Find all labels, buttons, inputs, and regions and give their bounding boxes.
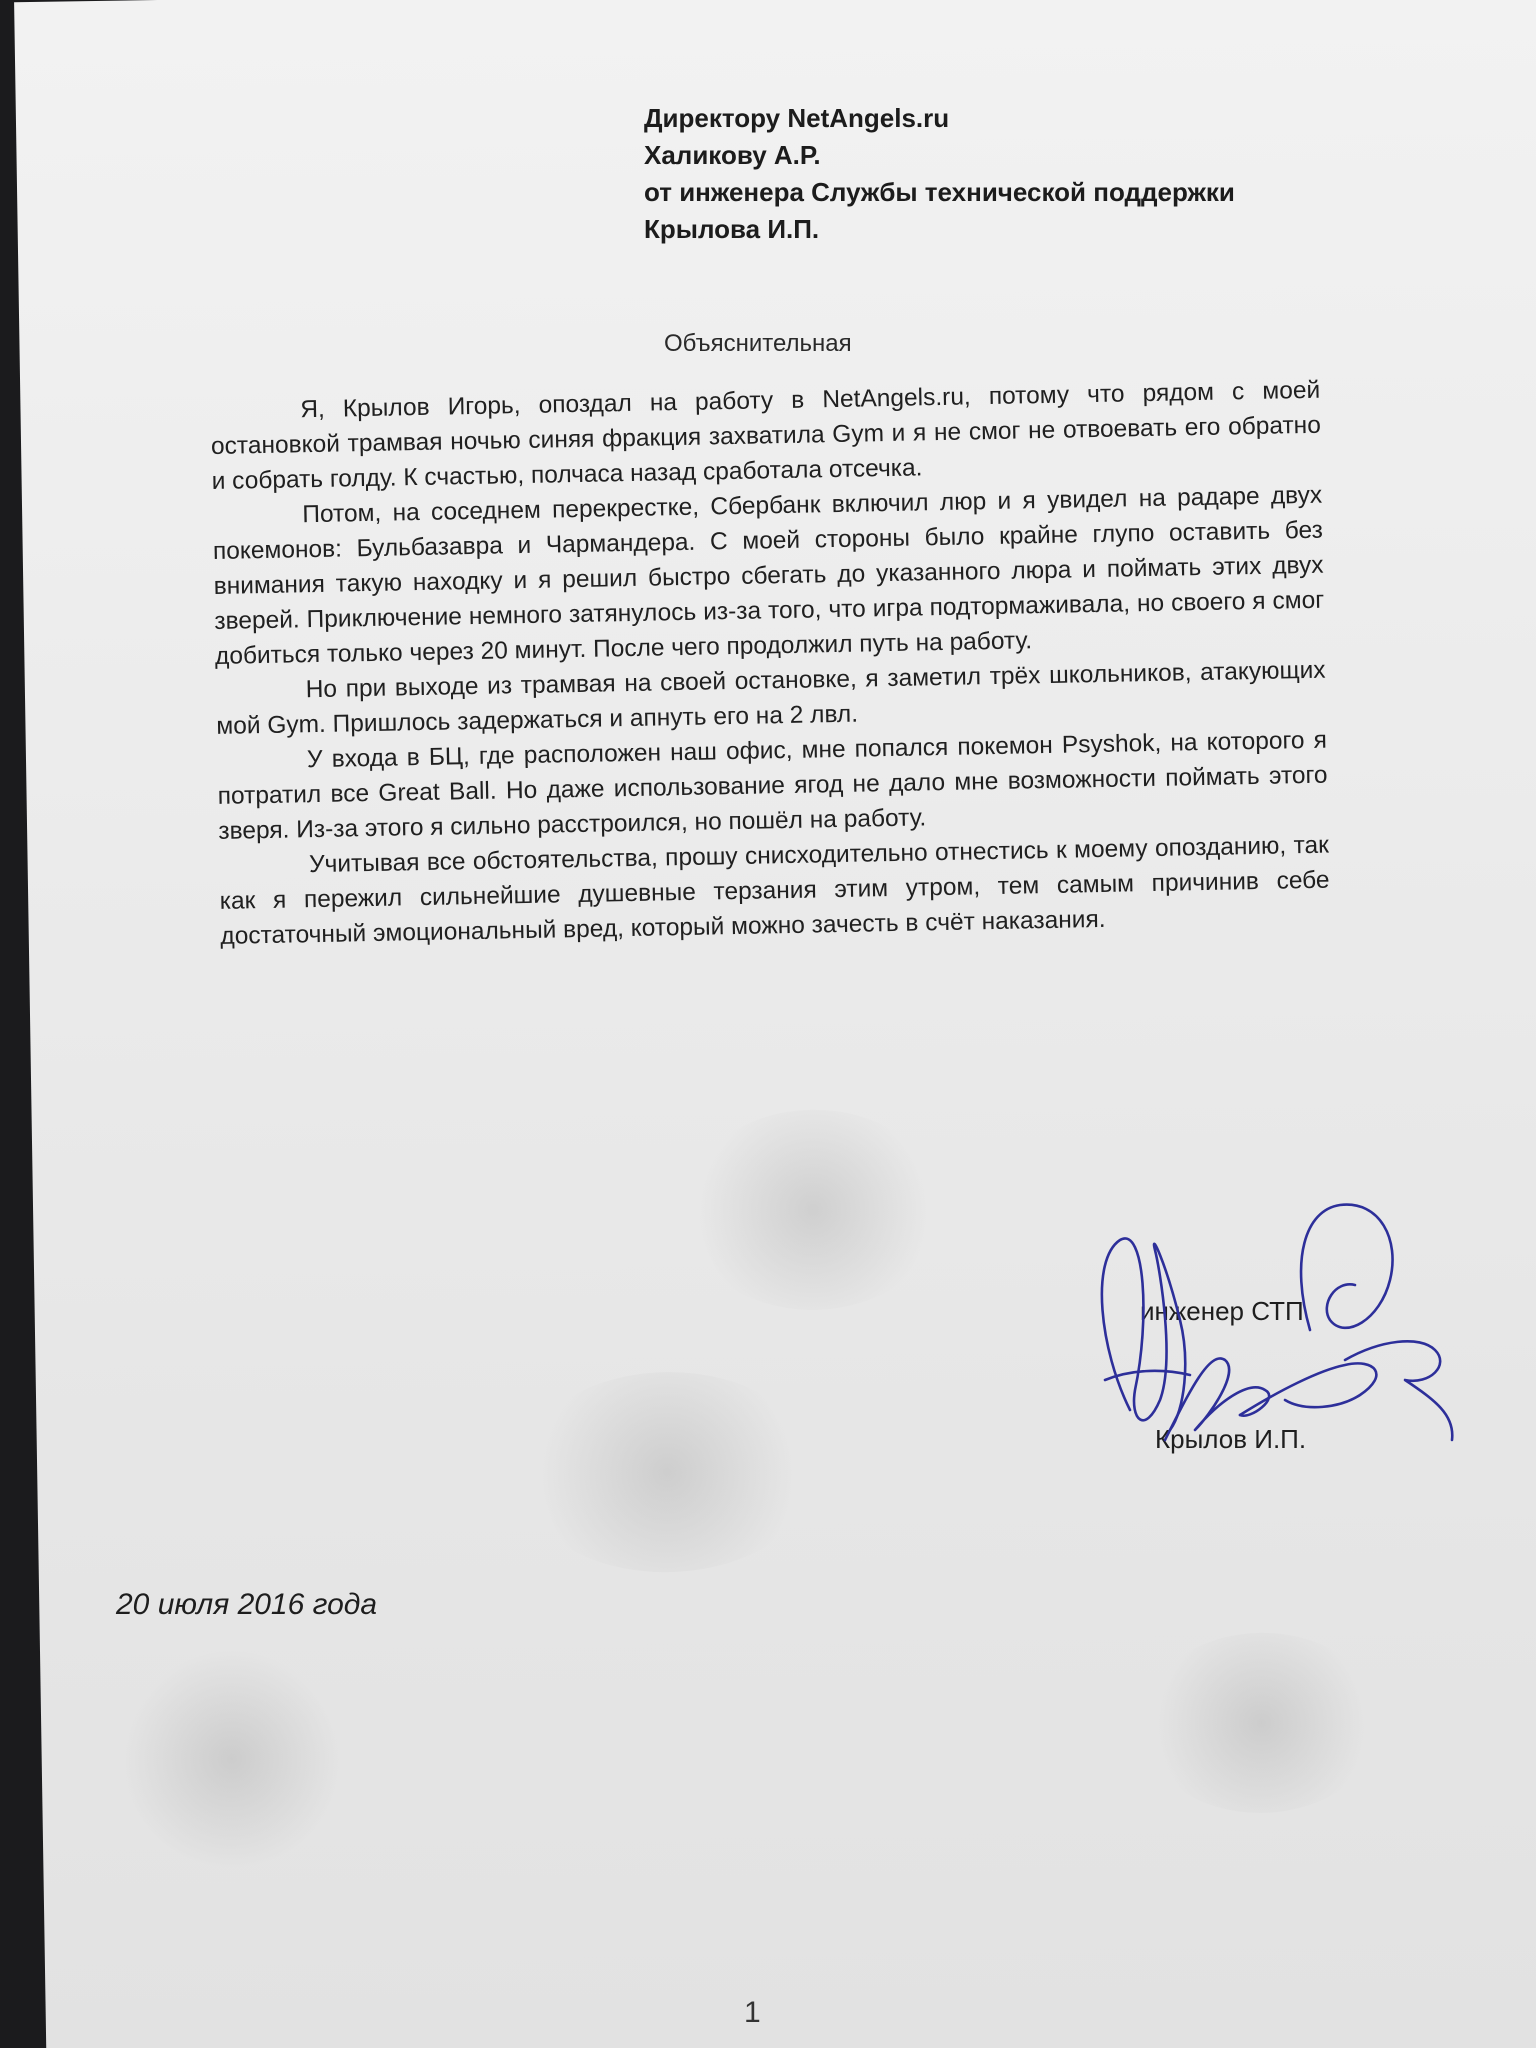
- paper-shadow: [682, 1108, 945, 1312]
- handwritten-signature: [1090, 1200, 1470, 1480]
- paper-shadow: [1140, 1631, 1383, 1815]
- paper-shadow: [516, 1370, 819, 1575]
- body-paragraph: Но при выходе из трамвая на своей остановке, я заметил трёх школьников, атакующих мой Gym. Пришлось задержаться и апнуть его на 2 лвл.: [216, 656, 1326, 740]
- page-number: 1: [744, 1996, 761, 2029]
- document-date: 20 июля 2016 года: [116, 1588, 378, 1621]
- body-paragraph: Я, Крылов Игорь, опоздал на работу в NetAngels.ru, потому что рядом с моей остановкой трамвая ночью синяя фракция захватила Gym и я не смог не отвоевать его обратно и собрать голду. К счастью, полчаса назад сработала отсечка.: [210, 376, 1322, 495]
- document-body: [210, 373, 1331, 954]
- paper-sheet: [14, 0, 1536, 2048]
- addressee-line: Директору NetAngels.ru: [644, 103, 950, 133]
- signoff-name: Крылов И.П.: [1155, 1424, 1307, 1454]
- body-paragraph: Потом, на соседнем перекрестке, Сбербанк включил люр и я увидел на радаре двух покемонов: Бульбазавра и Чармандера. С моей стороны было крайне глупо оставить без внимания такую находку и я решил быстро сбегать до указанного люра и поймать этих двух зверей. Приключение немного затянулось из-за того, что игра подтормаживала, но своего я смог добиться только через 20 минут. После чего продолжил путь на работу.: [212, 481, 1325, 670]
- signoff-position: инженер СТП: [1140, 1296, 1304, 1326]
- addressee-line: от инженера Службы технической поддержки: [644, 177, 1235, 207]
- body-paragraph: У входа в БЦ, где расположен наш офис, мне попался покемон Psyshok, на которого я потратил все Great Ball. Но даже использование ягод не дало мне возможности поймать этого зверя. Из-за этого я сильно расстроился, но пошёл на работу.: [217, 726, 1328, 845]
- document-title: Объяснительная: [664, 330, 852, 357]
- addressee-line: Крылова И.П.: [644, 214, 820, 244]
- paper-shadow: [120, 1647, 343, 1870]
- addressee-block: [644, 100, 1464, 248]
- addressee-line: Халикову А.Р.: [644, 140, 821, 170]
- body-paragraph: Учитывая все обстоятельства, прошу снисходительно отнестись к моему опозданию, так как я пережил сильнейшие душевные терзания этим утром, тем самым причинив себе достаточный эмоциональный вред, который можно зачесть в счёт наказания.: [219, 831, 1330, 950]
